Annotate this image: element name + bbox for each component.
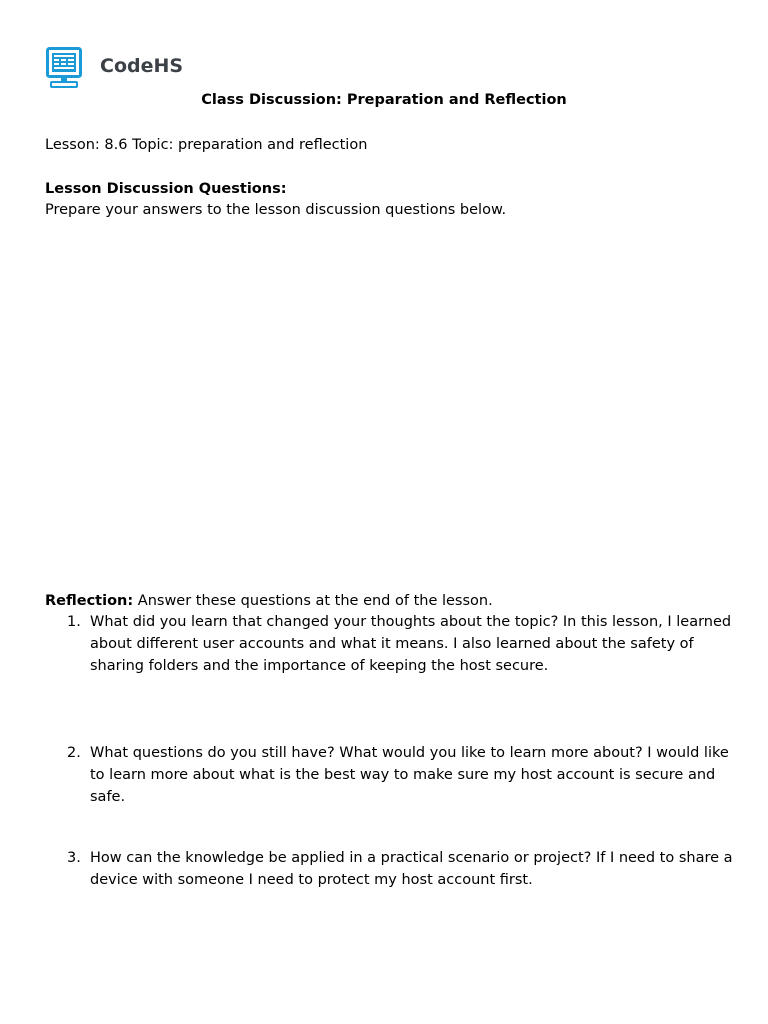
- monitor-icon: [46, 47, 82, 89]
- discussion-intro: Prepare your answers to the lesson discussion questions below.: [45, 202, 507, 218]
- reflection-label: Reflection:: [45, 593, 134, 609]
- question-number: 2.: [67, 745, 81, 761]
- question-text: How can the knowledge be applied in a practical scenario or project? If I need to share a device with someone I need to protect my host account first.: [90, 850, 733, 888]
- logo-wordmark: CodeHS: [100, 55, 184, 77]
- reflection-intro: Answer these questions at the end of the lesson.: [133, 593, 493, 609]
- reflection-intro-line: [45, 591, 493, 611]
- question-text: What questions do you still have? What would you like to learn more about? I would like to learn more about what is the best way to make sure my host account is secure and safe.: [90, 745, 729, 805]
- question-number: 3.: [67, 850, 81, 866]
- discussion-heading: Lesson Discussion Questions:: [45, 181, 287, 197]
- question-text: What did you learn that changed your thoughts about the topic? In this lesson, I learned about different user accounts and what it means. I also learned about the safety of sharing folders and the importance of keeping the host secure.: [90, 614, 732, 674]
- question-number: 1.: [67, 614, 81, 630]
- codehs-logo: [46, 47, 183, 89]
- lesson-topic-line: Lesson: 8.6 Topic: preparation and reflection: [45, 137, 368, 153]
- document-title: Class Discussion: Preparation and Reflection: [201, 92, 567, 108]
